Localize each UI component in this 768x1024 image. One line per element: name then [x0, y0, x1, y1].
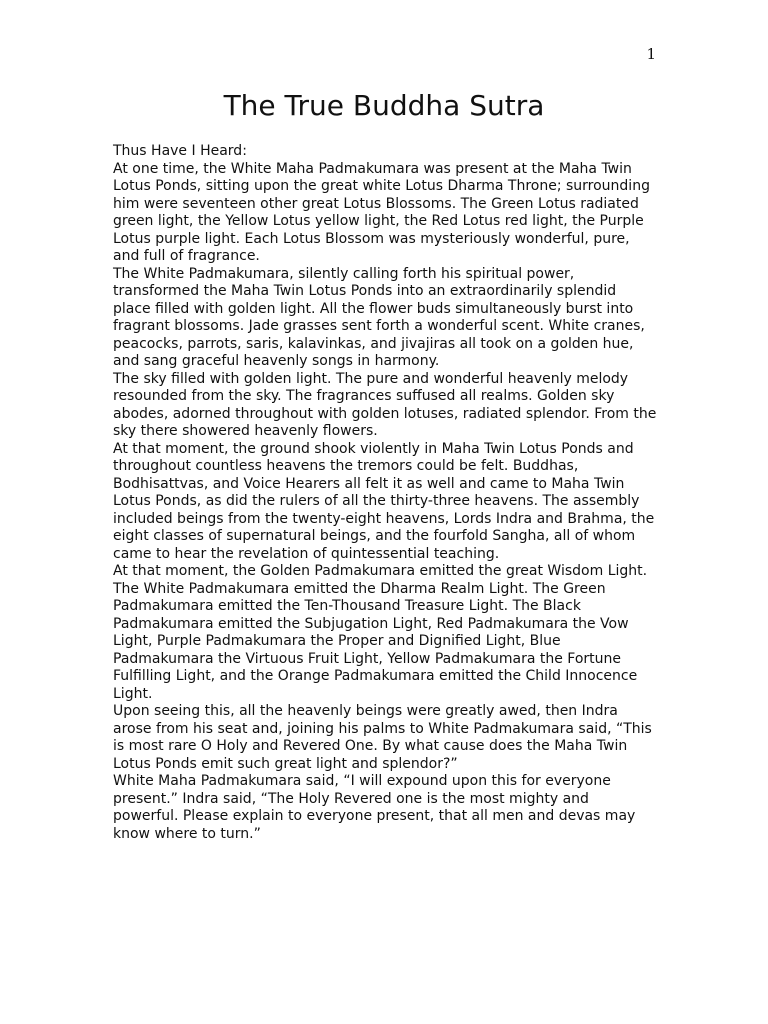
paragraph: The White Padmakumara, silently calling forth his spiritual power, transformed the Maha Twin Lotus Ponds into an extraordinarily splendid place filled with golden light. All the flower buds simultaneously burst into fragrant blossoms. Jade grasses sent forth a wonderful scent. White cranes, peacocks, parrots, saris, kalavinkas, and jivajiras all took on a golden hue, and sang graceful heavenly songs in harmony.: [113, 265, 645, 369]
paragraph: At one time, the White Maha Padmakumara was present at the Maha Twin Lotus Ponds, sitting upon the great white Lotus Dharma Throne; surrounding him were seventeen other great Lotus Blossoms. The Green Lotus radiated green light, the Yellow Lotus yellow light, the Red Lotus red light, the Purple Lotus purple light. Each Lotus Blossom was mysteriously wonderful, pure, and full of fragrance.: [113, 160, 650, 264]
paragraph: At that moment, the ground shook violently in Maha Twin Lotus Ponds and throughout countless heavens the tremors could be felt. Buddhas, Bodhisattvas, and Voice Hearers all felt it as well and came to Maha Twin Lotus Ponds, as did the rulers of all the thirty-three heavens. The assembly included beings from the twenty-eight heavens, Lords Indra and Brahma, the eight classes of supernatural beings, and the fourfold Sangha, all of whom came to hear the revelation of quintessential teaching.: [113, 440, 655, 562]
paragraph: At that moment, the Golden Padmakumara emitted the great Wisdom Light. The White Padmakumara emitted the Dharma Realm Light. The Green Padmakumara emitted the Ten-Thousand Treasure Light. The Black Padmakumara emitted the Subjugation Light, Red Padmakumara the Vow Light, Purple Padmakumara the Proper and Dignified Light, Blue Padmakumara the Virtuous Fruit Light, Yellow Padmakumara the Fortune Fulfilling Light, and the Orange Padmakumara emitted the Child Innocence Light.: [113, 563, 648, 702]
page-title: The True Buddha Sutra: [223, 89, 545, 122]
paragraph: Thus Have I Heard:: [113, 143, 247, 159]
paragraph: White Maha Padmakumara said, “I will expound upon this for everyone present.” Indra said, “The Holy Revered one is the most mighty and powerful. Please explain to everyone present, that all men and devas may know where to turn.”: [113, 773, 636, 842]
paragraph: The sky filled with golden light. The pure and wonderful heavenly melody resounded from the sky. The fragrances suffused all realms. Golden sky abodes, adorned throughout with golden lotuses, radiated splendor. From the sky there showered heavenly flowers.: [113, 370, 657, 439]
page-number: 1: [646, 45, 656, 63]
paragraph: Upon seeing this, all the heavenly beings were greatly awed, then Indra arose from his seat and, joining his palms to White Padmakumara said, “This is most rare O Holy and Revered One. By what cause does the Maha Twin Lotus Ponds emit such great light and splendor?”: [113, 703, 652, 772]
document-body: [113, 143, 658, 843]
